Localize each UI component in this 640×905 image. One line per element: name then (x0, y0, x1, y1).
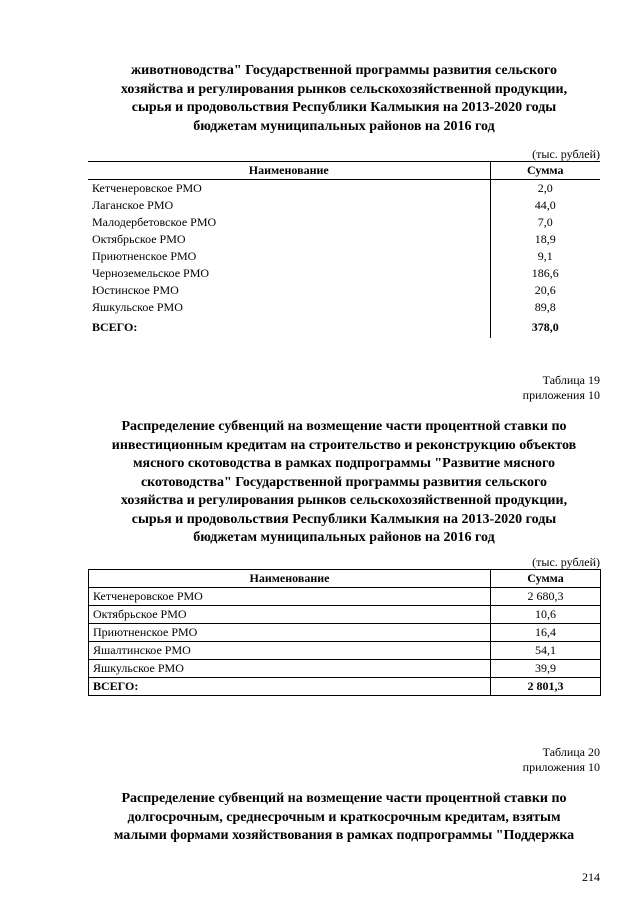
appendix-ref: приложения 10 (522, 388, 600, 402)
row-name: Приютненское РМО (88, 248, 490, 265)
table19-units: (тыс. рублей) (532, 555, 600, 569)
row-name: Юстинское РМО (88, 282, 490, 299)
table-row (88, 180, 600, 198)
title-line: хозяйства и регулирования рынков сельскохозяйственной продукции, (120, 493, 568, 508)
total-sum: 378,0 (531, 319, 559, 334)
total-label: ВСЕГО: (88, 316, 490, 338)
total-label: ВСЕГО: (89, 678, 491, 696)
title-line: мясного скотоводства в рамках подпрограммы "Развитие мясного (132, 456, 556, 471)
heading-line: животноводства" Государственной программы развития сельского (131, 63, 557, 78)
row-sum: 7,0 (537, 215, 553, 229)
row-sum: 16,4 (491, 624, 601, 642)
row-name: Лаганское РМО (88, 197, 490, 214)
title-line: малыми формами хозяйствования в рамках подпрограммы "Поддержка (113, 828, 575, 843)
page-number: 214 (582, 870, 600, 884)
appendix-ref: приложения 10 (522, 760, 600, 774)
title-line: инвестиционным кредитам на строительство и реконструкцию объектов (111, 437, 577, 453)
row-sum: 89,8 (534, 300, 556, 314)
table-number: Таблица 19 (542, 373, 600, 387)
table19-title (88, 418, 600, 548)
continued-heading (88, 62, 600, 136)
title-line: бюджетам муниципальных районов на 2016 год (193, 530, 495, 545)
row-name: Яшкульское РМО (89, 660, 491, 678)
total-row (89, 678, 601, 696)
row-name: Яшкульское РМО (88, 299, 490, 316)
row-sum: 9,1 (537, 249, 553, 263)
total-row (88, 316, 600, 338)
row-name: Октябрьское РМО (89, 606, 491, 624)
table-row (88, 197, 600, 214)
table20-title (88, 790, 600, 846)
table-row (88, 282, 600, 299)
table-number: Таблица 20 (542, 745, 600, 759)
table-row (89, 660, 601, 678)
row-name: Октябрьское РМО (88, 231, 490, 248)
column-header-name: Наименование (89, 570, 491, 588)
row-name: Приютненское РМО (89, 624, 491, 642)
heading-line: хозяйства и регулирования рынков сельскохозяйственной продукции, (120, 81, 568, 97)
column-header-sum: Сумма (490, 162, 600, 180)
row-name: Яшалтинское РМО (89, 642, 491, 660)
row-sum: 186,6 (531, 266, 559, 280)
title-line: скотоводства" Государственной программы развития сельского (140, 474, 548, 490)
table18-units: (тыс. рублей) (532, 147, 600, 161)
table19-header-row (89, 570, 601, 588)
table-row (89, 642, 601, 660)
row-sum: 10,6 (491, 606, 601, 624)
row-name: Черноземельское РМО (88, 265, 490, 282)
column-header-name: Наименование (88, 162, 490, 180)
table-row (88, 248, 600, 265)
title-line: Распределение субвенций на возмещение части процентной ставки по (121, 791, 567, 806)
table-row (89, 588, 601, 606)
row-name: Кетченеровское РМО (89, 588, 491, 606)
row-sum: 44,0 (534, 198, 556, 212)
row-sum: 54,1 (491, 642, 601, 660)
table20-caption (400, 745, 600, 775)
row-sum: 39,9 (491, 660, 601, 678)
row-sum: 18,9 (534, 232, 556, 246)
table18 (88, 161, 600, 338)
row-sum: 20,6 (534, 283, 556, 297)
table-row (89, 624, 601, 642)
title-line: долгосрочным, среднесрочным и краткосрочным кредитам, взятым (127, 809, 561, 825)
row-name: Кетченеровское РМО (88, 180, 490, 198)
table18-header-row (88, 162, 600, 180)
table-row (88, 214, 600, 231)
column-header-sum: Сумма (491, 570, 601, 588)
row-name: Малодербетовское РМО (88, 214, 490, 231)
row-sum: 2,0 (537, 181, 553, 195)
title-line: Распределение субвенций на возмещение части процентной ставки по (121, 419, 567, 434)
table-row (89, 606, 601, 624)
table-row (88, 299, 600, 316)
heading-line: сырья и продовольствия Республики Калмыкия на 2013-2020 годы (131, 100, 557, 115)
table19 (88, 569, 601, 696)
table-row (88, 231, 600, 248)
total-sum: 2 801,3 (491, 678, 601, 696)
row-sum: 2 680,3 (491, 588, 601, 606)
heading-line: бюджетам муниципальных районов на 2016 год (193, 118, 495, 134)
table-row (88, 265, 600, 282)
table19-caption (400, 373, 600, 403)
title-line: сырья и продовольствия Республики Калмыкия на 2013-2020 годы (131, 511, 557, 527)
